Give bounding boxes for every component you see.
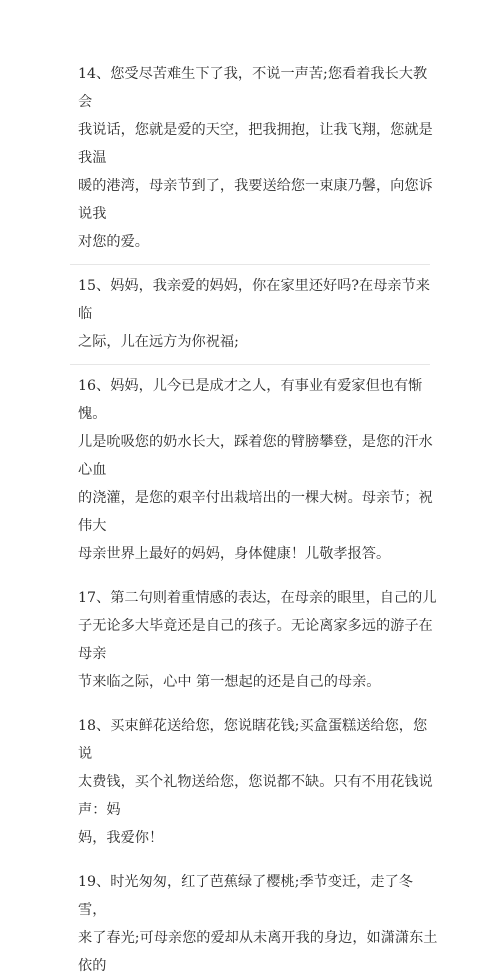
divider [70, 364, 430, 365]
paragraph-16: 16、妈妈，儿今已是成才之人，有事业有爱家但也有惭愧。 儿是吮吸您的奶水长大，踩着您的臂膀攀登，是您的汗水心血 的浇灌，是您的艰辛付出栽培出的一棵大树。母亲节；祝伟大 母亲世界上最好的妈妈，身体健康！儿敬孝报答。 [78, 378, 433, 562]
paragraph-19: 19、时光匆匆，红了芭蕉绿了樱桃;季节变迁，走了冬雪， 来了春光;可母亲您的爱却从未离开我的身边，如潇潇东土依的 [78, 874, 438, 974]
paragraph-15: 15、妈妈，我亲爱的妈妈，你在家里还好吗?在母亲节来临 之际，儿在远方为你祝福; [78, 278, 430, 350]
divider [70, 264, 430, 265]
paragraph-17: 17、第二句则着重情感的表达，在母亲的眼里，自己的儿 子无论多大毕竟还是自己的孩子。无论离家多远的游子在母亲 节来临之际，心中 第一想起的还是自己的母亲。 [78, 590, 437, 690]
paragraph-14: 14、您受尽苦难生下了我，不说一声苦;您看着我长大教会 我说话，您就是爱的天空，把我拥抱，让我飞翔，您就是我温 暖的港湾，母亲节到了，我要送给您一束康乃馨，向您诉说我 对您的爱。 [78, 66, 433, 250]
paragraph-18: 18、买束鲜花送给您，您说瞎花钱;买盒蛋糕送给您，您说 太费钱，买个礼物送给您，您说都不缺。只有不用花钱说声：妈 妈，我爱你！ [78, 718, 433, 846]
